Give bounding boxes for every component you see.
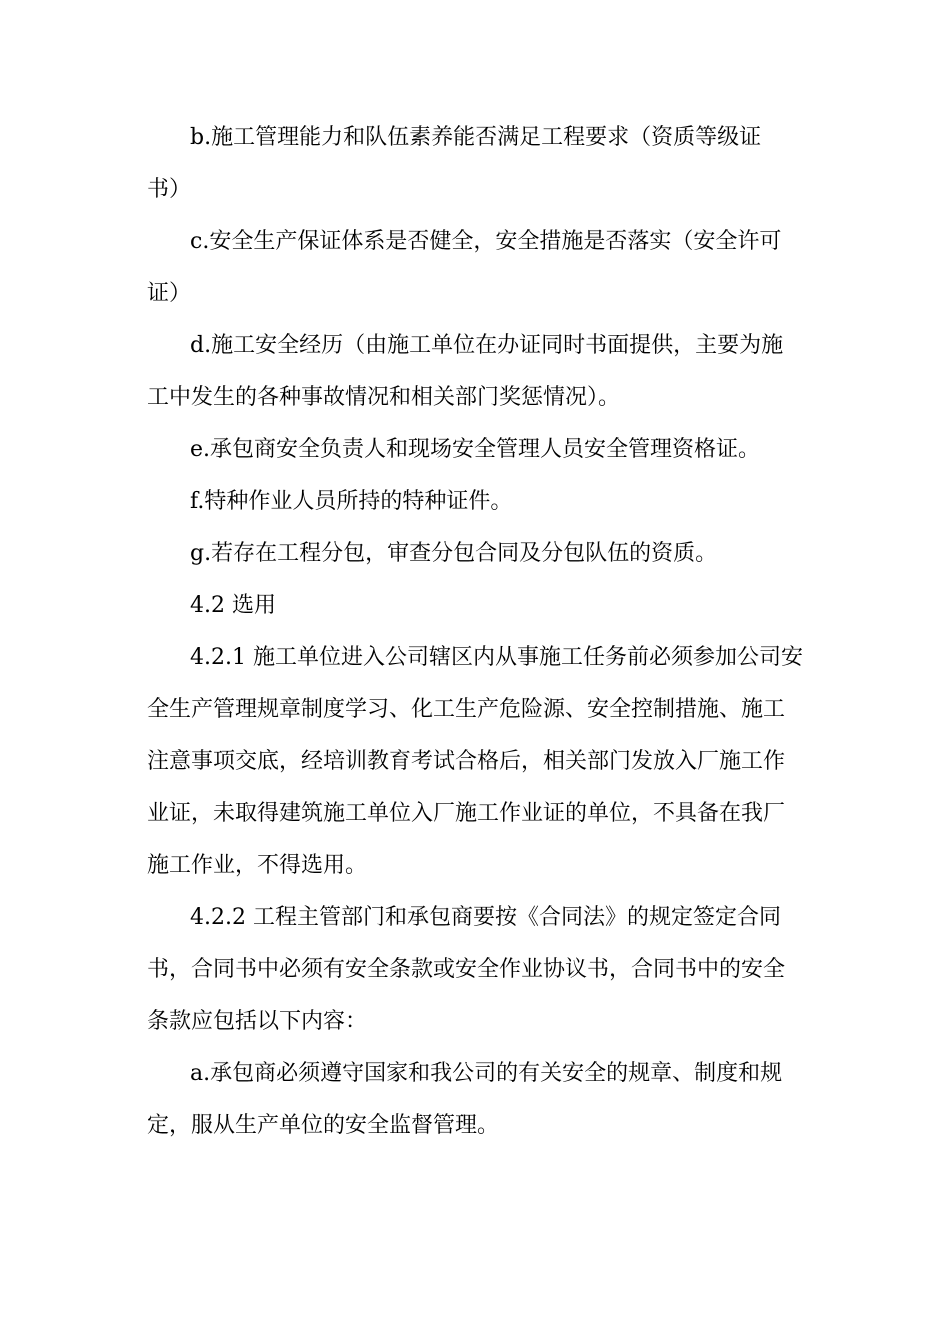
paragraph-4-2-1-line-3: 注意事项交底，经培训教育考试合格后，相关部门发放入厂施工作 — [147, 749, 786, 774]
paragraph-c-line-2: 证） — [147, 281, 192, 306]
paragraph-4-2-1-line-4: 业证，未取得建筑施工单位入厂施工作业证的单位，不具备在我厂 — [147, 801, 786, 826]
paragraph-4-2-1-line-1: 4.2.1 施工单位进入公司辖区内从事施工任务前必须参加公司安 — [190, 645, 803, 670]
paragraph-4-2-2-line-2: 书，合同书中必须有安全条款或安全作业协议书，合同书中的安全 — [147, 957, 786, 982]
paragraph-f-line-1: f.特种作业人员所持的特种证件。 — [190, 489, 513, 514]
paragraph-b-line-1: b.施工管理能力和队伍素养能否满足工程要求（资质等级证 — [190, 125, 762, 150]
paragraph-a-line-1: a.承包商必须遵守国家和我公司的有关安全的规章、制度和规 — [190, 1061, 783, 1086]
paragraph-4-2-2-line-1: 4.2.2 工程主管部门和承包商要按《合同法》的规定签定合同 — [190, 905, 781, 930]
paragraph-e-line-1: e.承包商安全负责人和现场安全管理人员安全管理资格证。 — [190, 437, 761, 462]
paragraph-d-line-2: 工中发生的各种事故情况和相关部门奖惩情况）。 — [147, 385, 621, 410]
paragraph-4-2-1-line-5: 施工作业，不得选用。 — [147, 853, 368, 878]
section-heading-4-2: 4.2 选用 — [190, 593, 276, 618]
paragraph-4-2-1-line-2: 全生产管理规章制度学习、化工生产危险源、安全控制措施、施工 — [147, 697, 786, 722]
paragraph-a-line-2: 定，服从生产单位的安全监督管理。 — [147, 1113, 500, 1138]
paragraph-d-line-1: d.施工安全经历（由施工单位在办证同时书面提供，主要为施 — [190, 333, 784, 358]
paragraph-b-line-2: 书） — [147, 177, 192, 202]
paragraph-4-2-2-line-3: 条款应包括以下内容： — [147, 1009, 368, 1034]
paragraph-c-line-1: c.安全生产保证体系是否健全，安全措施是否落实（安全许可 — [190, 229, 782, 254]
paragraph-g-line-1: g.若存在工程分包，审查分包合同及分包队伍的资质。 — [190, 541, 718, 566]
